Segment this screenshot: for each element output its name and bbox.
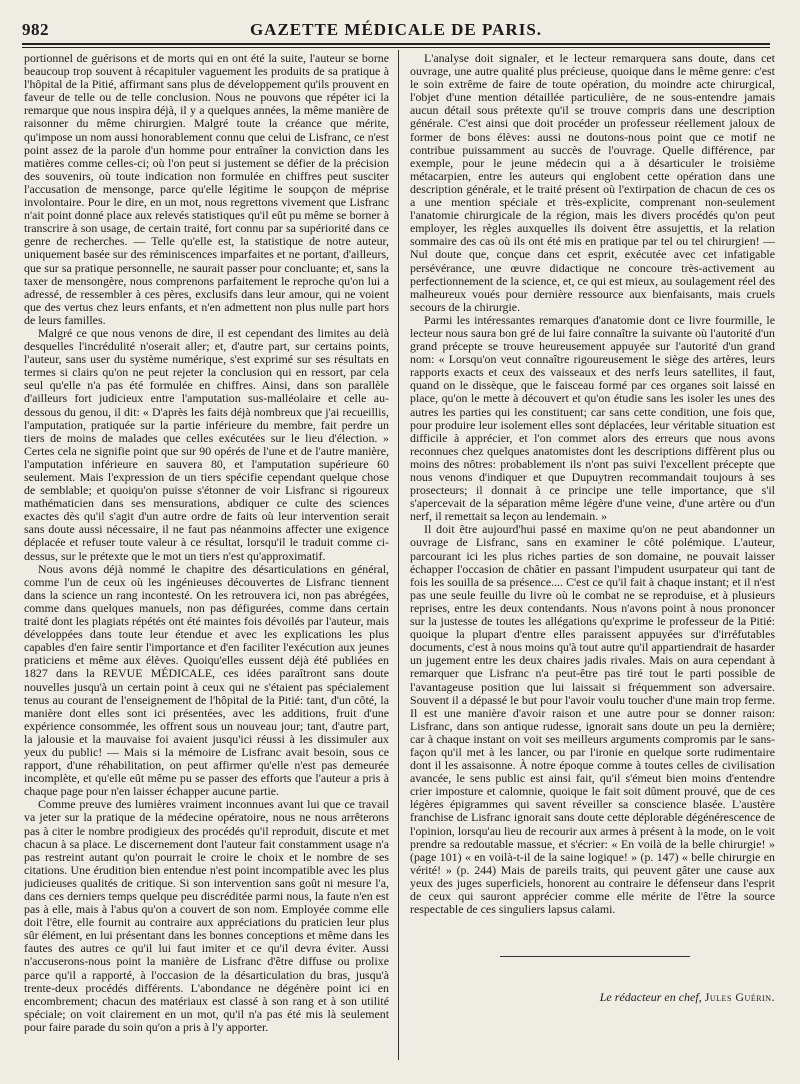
header-rule <box>22 43 770 45</box>
signature-name: Jules Guérin. <box>704 990 775 1004</box>
signature-rule <box>500 956 690 957</box>
column-divider <box>398 50 399 1060</box>
paragraph: L'analyse doit signaler, et le lecteur remarquera sans doute, dans cet ouvrage, une autre qualité plus précieuse, quoique dans le même genre: c'est le soin extrême de faire de toute opération, du moindre acte chirurgical, l'objet d'une mention détaillée particulière, de ne sous-entendre jamais aucun détail sous prétexte qu'il se trouve compris dans une description générale. C'est ainsi que doit procéder un professeur réellement jaloux de former de bons élèves: aussi ne doutons-nous point que ce motif ne contribue puissamment au succès de l'ouvrage. Quelle différence, par exemple, pour le jeune médecin qui a à désarticuler le troisième métacarpien, entre les auteurs qui englobent cette opération dans une description générale, et le traité présent où l'extirpation de chacun de ces os a une mention spéciale et très-explicite, comprenant non-seulement l'anatomie chirurgicale de la région, mais les divers procédés qu'on peut employer, les règles auxquelles ils doivent être assujettis, et la relation sommaire des cas où ils ont été mis en pratique par tel ou tel chirurgien! — Nul doute que, conçue dans cet esprit, exécutée avec cet infatigable persévérance, une œuvre didactique ne concoure très-activement au perfectionnement de la science, et, ce qui est mieux, au soulagement réel des malheureux voués pour dernière ressource aux bienfaisants, mais cruels secours de la chirurgie. <box>410 52 775 314</box>
paragraph: Nous avons déjà nommé le chapitre des désarticulations en général, comme l'un de ceux où les ingénieuses découvertes de Lisfranc tiennent dans la science un rang incontesté. On les retrouvera ici, non pas abrégées, comme dans quelques manuels, non pas défigurées, comme dans certain traité dont les plagiats répétés ont été maintes fois dévoilés par l'auteur, mais développées dans toute leur étendue et avec les explications les plus capables d'en faire sentir l'importance et d'en faciliter l'exécution aux jeunes praticiens et même aux élèves. Quoiqu'elles eussent déjà été publiées en 1827 dans la REVUE MÉDICALE, ces idées paraîtront sans doute nouvelles jusqu'à un certain point à ceux qui ne s'étaient pas spécialement tenus au courant de l'enseignement de l'hôpital de la Pitié: tant, d'un côté, la manière dont elles sont ici présentées, avec les additions, fruit d'une expérience consommée, les offrent sous un nouveau jour; tant, d'autre part, la jalousie et la mauvaise foi avaient jusqu'ici réussi à les dissimuler aux yeux du public! — Mais si la mémoire de Lisfranc avait besoin, sous ce rapport, d'une réhabilitation, on peut affirmer qu'elle n'est pas demeurée incomplète, et qu'elle eût même pu se passer des efforts que l'auteur a pris à chaque page pour n'en laisser échapper aucune partie. <box>24 561 389 799</box>
right-column <box>410 52 775 1052</box>
paragraph: Il doit être aujourd'hui passé en maxime qu'on ne peut abandonner un ouvrage de Lisfranc, sans en examiner le côté polémique. L'auteur, parcourant ici les plus riches parties de son domaine, ne pouvait laisser échapper l'occasion de châtier en passant l'impudent usurpateur qui tant de fois les souilla de sa présence.... C'est ce qu'il fait à chaque instant; et il n'est pas une seule feuille du livre où le combat ne se reproduise, et à plusieurs reprises, entre les deux contendants. Nous n'avons point à nous prononcer sur la justesse de toutes les allégations qu'exprime le professeur de la Pitié: quoique la plupart d'entre elles paraissent appuyées sur d'irréfutables documents, c'est à nous moins qu'à tout autre qu'il appartiendrait de hasarder un jugement entre les deux chaires jadis rivales. Mais on aura cependant à remarquer que Lisfranc n'a peut-être pas tiré tout le parti possible de l'avantageuse position que lui laissait si fréquemment son adversaire. Souvent il a dépassé le but pour l'avoir voulu toucher d'une main trop ferme. Il est une manière d'avoir raison et une autre pour se donner raison: Lisfranc, dans son antique rudesse, ignorait sans doute un peu la dernière; car à chaque instant on voit ses meilleurs arguments compromis par le sans-façon qu'il met à les lancer, ou par l'ironie en quelque sorte rudimentaire dont il les assaisonne. À notre époque comme à toutes celles de civilisation avancée, le sens public est ainsi fait, qu'il s'émeut bien moins d'entendre crier imposture et calomnie, quoique le fait soit dûment prouvé, que de ces légères épigrammes qui savent réveiller sa conscience blasée. L'austère franchise de Lisfranc ignorait sans doute cette déplorable dégénérescence de l'opinion, lorsqu'au lieu de recourir aux armes à présent à la mode, on le voit prendre sa redoutable massue, et s'écrier: « En voilà de la belle chirurgie! » (page 101) « en voilà-t-il de la saine logique! » (p. 147) « belle chirurgie en vérité! » (p. 244) Mais de pareils traits, qui peuvent gâter une cause aux yeux des juges superficiels, honorent au contraire le défenseur dans l'esprit de ceux qui sauront apprécier comme elle mérite de l'être la source respectable de ces singuliers lapsus calami. <box>410 522 775 917</box>
signature <box>410 990 775 1005</box>
paragraph: Parmi les intéressantes remarques d'anatomie dont ce livre fourmille, le lecteur nous saura bon gré de lui faire connaître la suivante où l'autorité d'un grand précepte se trouve heureusement appuyée sur l'autorité d'un grand nom: « Lorsqu'on veut connaître rigoureusement le siège des artères, leurs rapports exacts et ceux des vaisseaux et des nerfs leurs satellites, il faut, quand on le dissèque, que le faisceau formé par ces organes soit laissé en place, qu'on le mette à découvert et qu'on étudie sans les isoler les unes des autres les parties qui les constituent; car sans cette condition, une fois que, pour produire leur isolement elles sont déplacées, leur véritable situation est difficile à apprécier, et l'on commet alors des erreurs que nous avons reconnues chez quelques anatomistes dont les descriptions diffèrent plus ou moins des nôtres: probablement ils n'ont pas suivi l'excellent précepte que nous venons d'indiquer et que Dupuytren recommandait toujours à ses prosecteurs; il donnait à ce principe une telle importance, que s'il s'apercevait de la séparation même légère d'une veine, d'une artère ou d'un nerf, il remettait sa leçon au lendemain. » <box>410 312 775 524</box>
header-rule-thin <box>22 47 770 48</box>
page-number: 982 <box>22 20 49 39</box>
paragraph: Comme preuve des lumières vraiment inconnues avant lui que ce travail va jeter sur la pratique de la médecine opératoire, nous ne nous arrêterons pas à citer le nombre prodigieux des procédés qu'il reproduit, discute et met chacun à sa place. Le discernement dont l'auteur fait constamment usage n'a pas restreint autant qu'on pourrait le croire le choix et le nombre de ses citations. Une érudition bien entendue n'est point incompatible avec les plus judicieuses qualités de critique. Si son intervention sans goût ni mesure l'a, dans ces derniers temps quelque peu discréditée parmi nous, la faute n'en est pas à elle, mais à l'abus qu'on a couvert de son nom. Employée comme elle doit l'être, elle fournit au contraire aux appréciations du praticien leur plus sûr élément, en lui présentant dans les bonnes conceptions et même dans les fautes des autres ce qu'il lui faut imiter et ce qu'il devra éviter. Aussi n'accuserons-nous point la manière de Lisfranc d'être diffuse ou prolixe parce qu'il a rapporté, à l'occasion de la désarticulation du bras, jusqu'à trente-deux procédés différents. L'abondance ne dégénère point ici en encombrement; chacun des matériaux est classé à son rang et à son utilité spéciale; on voit clairement en un mot, qu'il n'a pas été mis là seulement pour faire parade du soin qu'on a pris à l'y apporter. <box>24 797 389 1034</box>
paragraph: portionnel de guérisons et de morts qui en ont été la suite, l'auteur se borne beaucoup trop souvent à récapituler vaguement les produits de sa pratique à l'hôpital de la Pitié, affirmant sans plus de développement qu'ils prouvent en faveur de telle ou de telle conclusion. Nous ne pouvons que répéter ici la remarque que nous inspira déjà, il y a quelques années, la même manière de raisonner du même chirurgien. Malgré toute la créance que mérite, qu'impose un nom aussi honorablement connu que celui de Lisfranc, ce n'est point assez de la parole d'un homme pour entraîner la conviction dans les matières comme celles-ci; où l'on peut si justement se défier de la précision des souvenirs, où toute indication non formulée en chiffres peut susciter l'accusation de mensonge, parce qu'elle légitime le soupçon de méprise involontaire. Pour le dire, en un mot, nous regrettons vivement que Lisfranc n'ait point donné place aux relevés statistiques qu'il eût pu même se borner à transcrire à son usage, de certain traité, fort connu par sa supériorité dans ce genre de recherches. — Telle qu'elle est, la statistique de notre auteur, uniquement basée sur des réminiscences imparfaites et ne portant, d'ailleurs, que sur sa pratique personnelle, ne saurait passer pour concluante; et, sans la taxer de mensongère, nous comprenons parfaitement le reproche qu'on lui a adressé, de ressembler à ces pères, exclusifs dans leur amour, qui ne voient que des vertus chez leurs enfants, et n'en admettent non plus nulle part hors de leurs familles. <box>24 52 389 327</box>
journal-title: GAZETTE MÉDICALE DE PARIS. <box>249 20 543 39</box>
paragraph: Malgré ce que nous venons de dire, il est cependant des limites au delà desquelles l'incrédulité n'oserait aller; et, d'autre part, sur certains points, l'auteur, sans user du système numérique, s'est exprimé sur ses résultats en termes si clairs qu'on ne peut rejeter la conclusion qui en ressort, par cela seul qu'elle n'a pas été formulée en chiffres. Ainsi, dans son parallèle d'ailleurs fort judicieux entre l'amputation sus-malléolaire et celle au-dessous du genou, il dit: « D'après les faits déjà nombreux que j'ai recueillis, l'amputation, pratiquée sur la partie inférieure du membre, fait perdre un tiers de moins de malades que celles exécutées sur le lieu d'élection. » Certes cela ne signifie point que sur 90 opérés de l'une et de l'autre manière, l'amputation inférieure en sauvera 80, et l'amputation supérieure 60 seulement. Mais l'expression de un tiers spécifie cependant quelque chose de semblable; et quoiqu'on puisse s'étonner de voir Lisfranc si rigoureux mathématicien dans ses mensurations, abdiquer ce culte des sciences exactes dès qu'il s'agit d'un autre ordre de faits où leur intervention serait sans doute aussi nécessaire, il ne faut pas néanmoins affecter une exigence déplacée et refuser toute valeur à ce résultat, lorsqu'il le traduit comme ci-dessus, sur le prétexte que le mot un tiers n'est qu'approximatif. <box>24 325 389 563</box>
left-column <box>24 52 389 1072</box>
signature-role: Le rédacteur en chef, <box>599 990 702 1004</box>
page-header <box>22 20 770 40</box>
